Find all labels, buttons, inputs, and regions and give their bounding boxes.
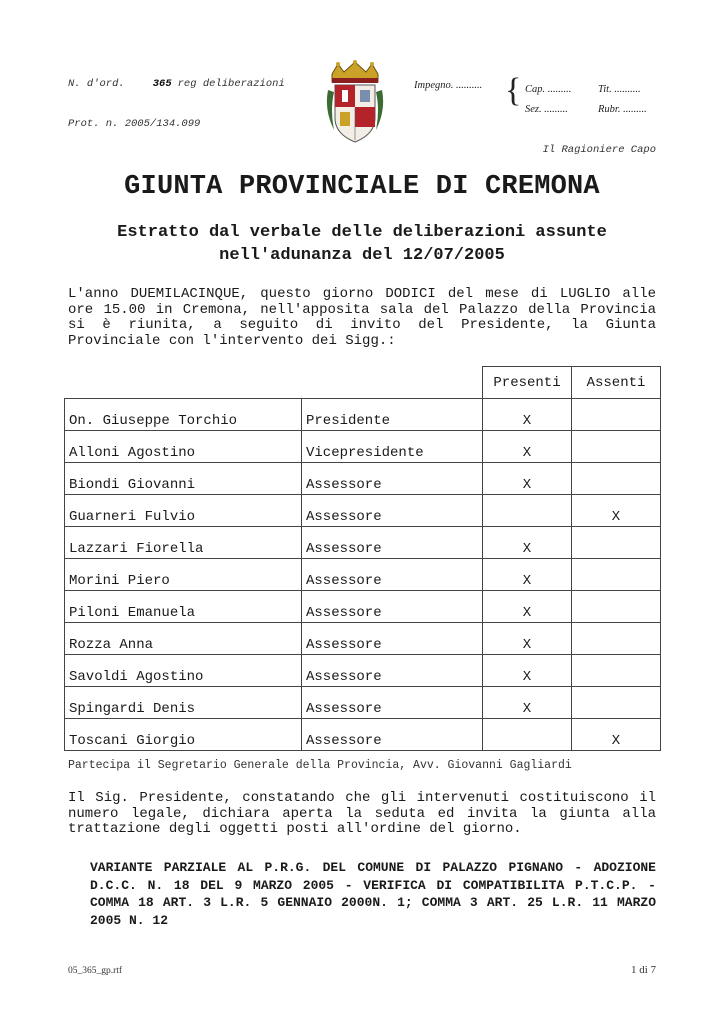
table-row <box>65 591 661 623</box>
attendance-table <box>64 366 661 751</box>
presente-mark <box>483 495 572 527</box>
deliberation-subject: VARIANTE PARZIALE AL P.R.G. DEL COMUNE DI PALAZZO PIGNANO - ADOZIONE D.C.C. N. 18 DEL 9 MARZO 2005 - VERIFICA DI COMPATIBILITA P.T.C.P. - COMMA 18 ART. 3 L.R. 5 GENNAIO 2000N. 1; COMMA 3 ART. 25 L.R. 11 MARZO 2005 N. 12 <box>90 860 656 928</box>
presente-mark: X <box>483 431 572 463</box>
footer-page-number: 1 di 7 <box>630 964 656 976</box>
table-row <box>65 559 661 591</box>
header-blank <box>302 367 483 399</box>
member-role: Assessore <box>302 687 483 719</box>
intro-paragraph: L'anno DUEMILACINQUE, questo giorno DODICI del mese di LUGLIO alle ore 15.00 in Cremona, nell'apposita sala del Palazzo della Provincia si è riunita, a seguito di invito del Presidente, la Giunta Provinciale con l'intervento dei Sigg.: <box>68 286 656 349</box>
subtitle-line-2: nell'adunanza del 12/07/2005 <box>219 246 505 265</box>
presente-mark: X <box>483 463 572 495</box>
member-name: Biondi Giovanni <box>65 463 302 495</box>
sez-field: Sez. ......... <box>525 104 568 115</box>
table-row <box>65 655 661 687</box>
member-name: Savoldi Agostino <box>65 655 302 687</box>
assente-mark <box>572 655 661 687</box>
presente-mark <box>483 719 572 751</box>
member-role: Vicepresidente <box>302 431 483 463</box>
assente-mark <box>572 591 661 623</box>
presente-mark: X <box>483 687 572 719</box>
member-name: Guarneri Fulvio <box>65 495 302 527</box>
member-role: Assessore <box>302 527 483 559</box>
presente-mark: X <box>483 559 572 591</box>
presidente-paragraph: Il Sig. Presidente, constatando che gli intervenuti costituiscono il numero legale, dichiara aperta la seduta ed invita la giunta alla trattazione degli oggetti posti all'ordine del giorno. <box>68 790 656 837</box>
tit-field: Tit. .......... <box>598 84 641 95</box>
ord-label: N. d'ord. <box>68 78 125 90</box>
presente-mark: X <box>483 527 572 559</box>
assente-mark <box>572 431 661 463</box>
table-header-row <box>65 367 661 399</box>
protocol-number: Prot. n. 2005/134.099 <box>68 118 201 130</box>
tit-rubr-fields <box>598 80 647 120</box>
brace-glyph: { <box>505 72 522 109</box>
member-name: Lazzari Fiorella <box>65 527 302 559</box>
member-role: Assessore <box>302 559 483 591</box>
member-role: Assessore <box>302 623 483 655</box>
assente-mark <box>572 559 661 591</box>
assente-mark: X <box>572 495 661 527</box>
presente-mark: X <box>483 399 572 431</box>
page-title: GIUNTA PROVINCIALE DI CREMONA <box>124 172 600 202</box>
ragioniere-label: Il Ragioniere Capo <box>542 144 656 156</box>
presente-mark: X <box>483 655 572 687</box>
table-row <box>65 527 661 559</box>
subtitle <box>64 221 660 267</box>
member-role: Assessore <box>302 463 483 495</box>
table-row <box>65 495 661 527</box>
member-role: Presidente <box>302 399 483 431</box>
table-row <box>65 687 661 719</box>
assente-mark <box>572 623 661 655</box>
assente-mark <box>572 527 661 559</box>
cap-field: Cap. ......... <box>525 84 572 95</box>
partecipa-line: Partecipa il Segretario Generale della Provincia, Avv. Giovanni Gagliardi <box>68 759 572 772</box>
member-name: Toscani Giorgio <box>65 719 302 751</box>
impegno-field: Impegno. .......... <box>414 80 483 91</box>
assente-mark <box>572 399 661 431</box>
col-assenti: Assenti <box>572 367 661 399</box>
ord-suffix: reg deliberazioni <box>177 78 285 90</box>
member-name: Spingardi Denis <box>65 687 302 719</box>
table-row <box>65 399 661 431</box>
cap-sez-fields <box>525 80 571 120</box>
member-name: Alloni Agostino <box>65 431 302 463</box>
table-row <box>65 463 661 495</box>
coat-of-arms-icon <box>324 60 386 144</box>
subtitle-line-1: Estratto dal verbale delle deliberazioni assunte <box>117 223 607 242</box>
member-name: On. Giuseppe Torchio <box>65 399 302 431</box>
header-blank <box>65 367 302 399</box>
col-presenti: Presenti <box>483 367 572 399</box>
member-role: Assessore <box>302 591 483 623</box>
assente-mark <box>572 687 661 719</box>
ord-number: 365 <box>152 78 172 90</box>
member-role: Assessore <box>302 655 483 687</box>
presente-mark: X <box>483 591 572 623</box>
table-row <box>65 719 661 751</box>
assente-mark: X <box>572 719 661 751</box>
member-name: Rozza Anna <box>65 623 302 655</box>
footer-filename: 05_365_gp.rtf <box>68 966 123 976</box>
member-role: Assessore <box>302 719 483 751</box>
table-row <box>65 431 661 463</box>
member-name: Morini Piero <box>65 559 302 591</box>
rubr-field: Rubr. ......... <box>598 104 647 115</box>
presente-mark: X <box>483 623 572 655</box>
member-name: Piloni Emanuela <box>65 591 302 623</box>
member-role: Assessore <box>302 495 483 527</box>
table-row <box>65 623 661 655</box>
ordinal-number <box>68 78 285 90</box>
assente-mark <box>572 463 661 495</box>
